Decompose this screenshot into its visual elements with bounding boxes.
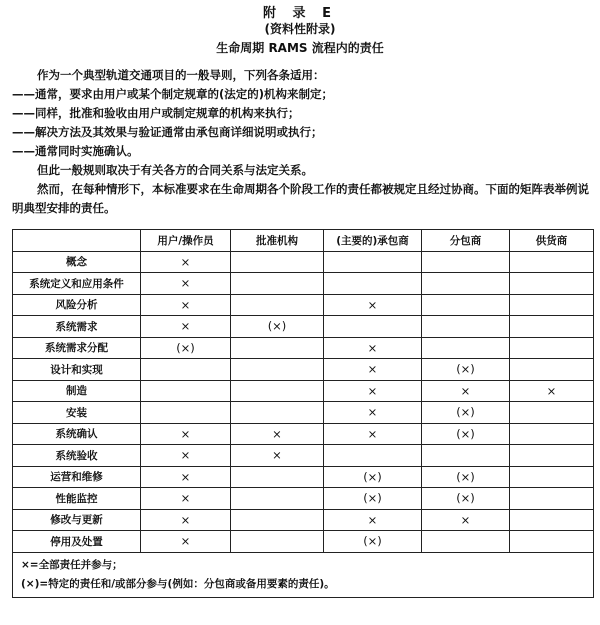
responsibility-cell: ×	[141, 423, 231, 445]
table-header-row	[13, 230, 594, 252]
header-cell: 分包商	[422, 230, 510, 252]
rule-paragraph: 但此一般规则取决于有关各方的合同关系与法定关系。	[37, 163, 313, 177]
responsibility-cell	[324, 316, 422, 338]
table-row	[13, 488, 594, 510]
responsibility-cell	[510, 337, 594, 359]
header-cell: (主要的)承包商	[324, 230, 422, 252]
responsibility-cell: ×	[422, 380, 510, 402]
row-label: 修改与更新	[13, 509, 141, 531]
row-label: 系统定义和应用条件	[13, 273, 141, 295]
bullet-2: ——同样，批准和验收由用户或制定规章的机构来执行；	[12, 106, 300, 120]
note-partial: (×)=特定的责任和/或部分参与(例如：分包商或备用要素的责任)。	[21, 577, 335, 590]
responsibility-cell	[510, 316, 594, 338]
responsibility-cell: (×)	[324, 466, 422, 488]
responsibility-cell: (×)	[422, 423, 510, 445]
responsibility-cell	[422, 294, 510, 316]
responsibility-cell	[510, 294, 594, 316]
responsibility-cell	[231, 359, 324, 381]
row-label: 制造	[13, 380, 141, 402]
responsibility-cell: (×)	[422, 402, 510, 424]
annex-subtitle: (资料性附录)	[264, 22, 336, 36]
matrix-intro-paragraph: 然而，在每种情形下，本标准要求在生命周期各个阶段工作的责任都被规定且经过协商。下面的矩阵表举例说明典型安排的责任。	[12, 182, 589, 215]
row-label: 概念	[13, 251, 141, 273]
responsibility-cell	[510, 466, 594, 488]
responsibility-cell: ×	[141, 294, 231, 316]
header-cell: 批准机构	[231, 230, 324, 252]
row-label: 安装	[13, 402, 141, 424]
row-label: 性能监控	[13, 488, 141, 510]
responsibility-cell	[510, 423, 594, 445]
table-row	[13, 531, 594, 553]
responsibility-cell	[510, 402, 594, 424]
responsibility-matrix	[12, 229, 594, 598]
responsibility-cell: (×)	[422, 488, 510, 510]
responsibility-cell	[231, 294, 324, 316]
responsibility-cell	[510, 251, 594, 273]
responsibility-cell: ×	[324, 402, 422, 424]
responsibility-cell	[422, 273, 510, 295]
table-row	[13, 380, 594, 402]
responsibility-cell	[231, 488, 324, 510]
responsibility-cell: ×	[422, 509, 510, 531]
note-full: ×=全部责任并参与；	[21, 558, 123, 571]
table-row	[13, 423, 594, 445]
responsibility-cell	[231, 531, 324, 553]
responsibility-cell: ×	[324, 294, 422, 316]
responsibility-cell	[510, 359, 594, 381]
responsibility-cell	[422, 531, 510, 553]
header-cell: 用户/操作员	[141, 230, 231, 252]
intro-paragraph: 作为一个典型轨道交通项目的一般导则，下列各条适用：	[37, 68, 325, 82]
row-label: 风险分析	[13, 294, 141, 316]
table-row	[13, 445, 594, 467]
responsibility-cell: ×	[141, 531, 231, 553]
responsibility-cell: ×	[324, 337, 422, 359]
header-cell	[13, 230, 141, 252]
responsibility-cell: ×	[324, 509, 422, 531]
row-label: 运营和维修	[13, 466, 141, 488]
responsibility-cell	[141, 380, 231, 402]
responsibility-cell: ×	[141, 466, 231, 488]
table-row	[13, 337, 594, 359]
table-row	[13, 359, 594, 381]
responsibility-cell	[510, 445, 594, 467]
row-label: 设计和实现	[13, 359, 141, 381]
row-label: 系统确认	[13, 423, 141, 445]
notes-cell	[13, 552, 594, 597]
row-label: 系统需求分配	[13, 337, 141, 359]
responsibility-cell	[231, 273, 324, 295]
bullet-3: ——解决方法及其效果与验证通常由承包商详细说明或执行；	[12, 125, 323, 139]
responsibility-cell: (×)	[422, 466, 510, 488]
responsibility-cell	[231, 402, 324, 424]
responsibility-cell	[422, 445, 510, 467]
responsibility-cell: ×	[324, 380, 422, 402]
bullet-4: ——通常同时实施确认。	[12, 144, 139, 158]
table-row	[13, 509, 594, 531]
responsibility-cell	[231, 509, 324, 531]
responsibility-cell: ×	[510, 380, 594, 402]
responsibility-cell: ×	[324, 359, 422, 381]
responsibility-cell: ×	[231, 423, 324, 445]
responsibility-cell: (×)	[141, 337, 231, 359]
responsibility-cell	[422, 251, 510, 273]
responsibility-cell: ×	[324, 423, 422, 445]
responsibility-cell	[510, 531, 594, 553]
table-row	[13, 294, 594, 316]
responsibility-cell	[510, 488, 594, 510]
responsibility-cell	[324, 273, 422, 295]
responsibility-cell: (×)	[422, 359, 510, 381]
responsibility-cell	[422, 337, 510, 359]
responsibility-cell: ×	[141, 316, 231, 338]
responsibility-cell	[422, 316, 510, 338]
responsibility-cell	[324, 251, 422, 273]
responsibility-cell	[231, 466, 324, 488]
responsibility-cell: ×	[141, 488, 231, 510]
responsibility-cell	[324, 445, 422, 467]
responsibility-cell	[510, 509, 594, 531]
row-label: 系统需求	[13, 316, 141, 338]
responsibility-cell	[510, 273, 594, 295]
responsibility-cell: ×	[141, 251, 231, 273]
table-body	[13, 251, 594, 552]
responsibility-cell: (×)	[324, 488, 422, 510]
responsibility-cell	[231, 380, 324, 402]
responsibility-cell: (×)	[231, 316, 324, 338]
row-label: 系统验收	[13, 445, 141, 467]
notes-row	[13, 552, 594, 597]
responsibility-cell: ×	[141, 273, 231, 295]
responsibility-cell: ×	[231, 445, 324, 467]
table-row	[13, 402, 594, 424]
annex-heading: 生命周期 RAMS 流程内的责任	[216, 41, 384, 55]
responsibility-cell	[141, 402, 231, 424]
responsibility-cell: (×)	[324, 531, 422, 553]
responsibility-cell	[141, 359, 231, 381]
responsibility-cell	[231, 251, 324, 273]
responsibility-cell: ×	[141, 509, 231, 531]
header-cell: 供货商	[510, 230, 594, 252]
responsibility-cell: ×	[141, 445, 231, 467]
table-row	[13, 316, 594, 338]
table-row	[13, 466, 594, 488]
bullet-1: ——通常，要求由用户或某个制定规章的(法定的)机构来制定；	[12, 87, 334, 101]
row-label: 停用及处置	[13, 531, 141, 553]
table-row	[13, 273, 594, 295]
body-text	[12, 66, 594, 218]
responsibility-cell	[231, 337, 324, 359]
table-row	[13, 251, 594, 273]
annex-title: 附 录 E	[263, 6, 337, 21]
